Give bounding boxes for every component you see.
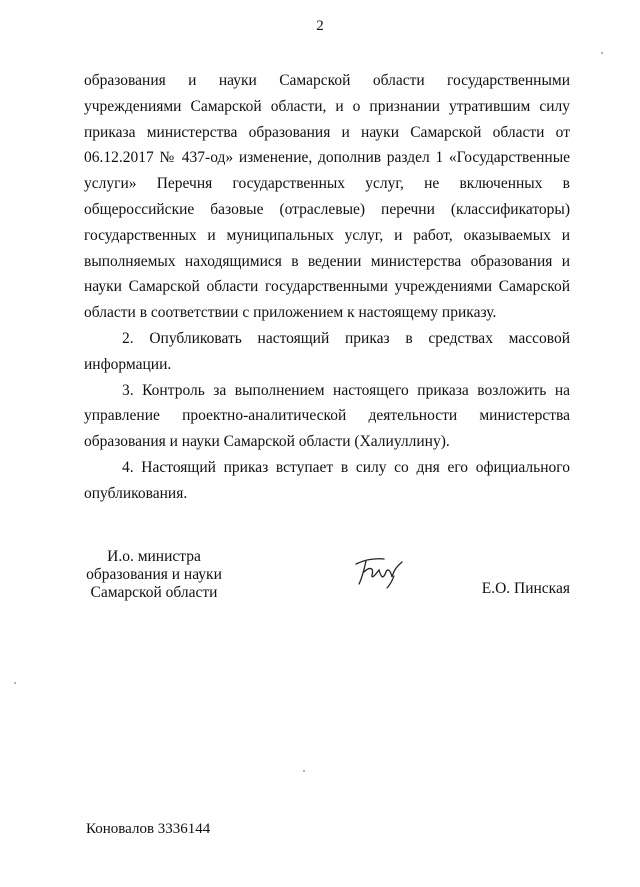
signatory-title (74, 548, 234, 602)
paragraph-item-4: 4. Настоящий приказ вступает в силу со дня его официального опубликования. (84, 458, 570, 502)
page-number: 2 (316, 18, 324, 34)
paragraph-continuation: образования и науки Самарской области государственными учреждениями Самарской области, и о признании утратившим силу приказа министерства образования и науки Самарской области от 06.12.2017 № 437-од» изменение, дополнив раздел 1 «Государственные услуги» Перечня государственных услуг, не включенных в общероссийские базовые (отраслевые) перечни (классификаторы) государственных и муниципальных услуг, и работ, оказываемых и выполняемых находящимися в ведении министерства образования и науки Самарской области государственными учреждениями Самарской области в соответствии с приложением к настоящему приказу. (84, 72, 570, 322)
scan-speck (303, 770, 305, 772)
paragraph-item-2: 2. Опубликовать настоящий приказ в средствах массовой информации. (84, 329, 570, 373)
document-body (84, 68, 570, 507)
paragraph-item-3: 3. Контроль за выполнением настоящего приказа возложить на управление проектно-аналитической деятельности министерства образования и науки Самарской области (Халиуллину). (84, 381, 570, 451)
handwritten-signature (350, 550, 410, 590)
scan-speck (14, 682, 16, 684)
executor-contact: Коновалов 3336144 (86, 821, 211, 837)
signatory-title-line-3: Самарской области (90, 584, 218, 601)
signatory-title-line-2: образования и науки (86, 566, 222, 583)
scan-speck (601, 52, 603, 54)
signatory-name: Е.О. Пинская (481, 580, 570, 597)
signatory-title-line-1: И.о. министра (107, 548, 201, 565)
